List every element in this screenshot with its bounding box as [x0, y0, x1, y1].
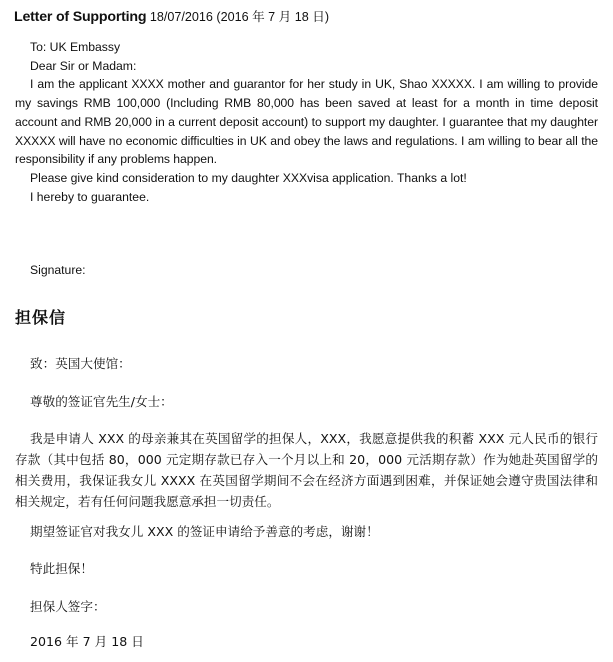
guarantee-line: I hereby to guarantee.	[30, 189, 150, 204]
chinese-letter-title: 担保信	[15, 308, 67, 327]
chinese-date	[15, 631, 598, 652]
recipient-line: To: UK Embassy	[30, 40, 121, 54]
chinese-request-text: 期望签证官对我女儿 XXX 的签证申请给予善意的考虑，谢谢！	[30, 524, 379, 539]
salutation-line: Dear Sir or Madam:	[30, 58, 137, 73]
main-paragraph: I am the applicant XXXX mother and guarantor for her study in UK, Shao XXXXX. I am willing to provide my savings RMB 100,000 (Including RMB 80,000 has been saved at least for a month in time deposit account and RMB 20,000 in a current deposit account) to support my daughter. I guarantee that my daughter XXXXX will have no economic difficulties in UK and obey the laws and regulations. I am willing to bear all the responsibility if any problems happen.	[15, 77, 598, 167]
chinese-main-text: 我是申请人 XXX 的母亲兼其在英国留学的担保人，XXX，我愿意提供我的积蓄 XXX 元人民币的银行存款（其中包括 80，000 元定期存款已存入一个月以上和 20，000 元活期存款）作为她赴英国留学的相关费用，我保证我女儿 XXXX 在英国留学期间不会在经济方面遇到困难，并保证她会遵守贵国法律和相关规定，若有任何问题我愿意承担一切责任。	[15, 431, 598, 509]
chinese-guarantee-text: 特此担保！	[30, 561, 93, 576]
chinese-date-text: 2016 年 7 月 18 日	[30, 634, 144, 649]
chinese-greeting	[15, 391, 598, 412]
english-letter-body	[15, 38, 598, 280]
request-paragraph: Please give kind consideration to my daughter XXXvisa application. Thanks a lot!	[30, 170, 467, 185]
chinese-greeting-text: 尊敬的签证官先生/女士：	[30, 394, 173, 409]
chinese-main-paragraph	[15, 428, 598, 512]
chinese-request-paragraph	[15, 521, 598, 542]
signature-label: Signature:	[30, 263, 86, 278]
chinese-signature-label	[15, 596, 598, 617]
chinese-signature-text: 担保人签字：	[30, 599, 106, 614]
chinese-guarantee-line	[15, 558, 598, 579]
letter-title: Letter of Supporting	[14, 9, 147, 25]
letter-date: 18/07/2016 (2016 年 7 月 18 日)	[146, 10, 330, 24]
chinese-to-text: 致：英国大使馆：	[30, 356, 131, 371]
chinese-to-line	[15, 353, 598, 374]
letter-heading	[14, 8, 329, 27]
